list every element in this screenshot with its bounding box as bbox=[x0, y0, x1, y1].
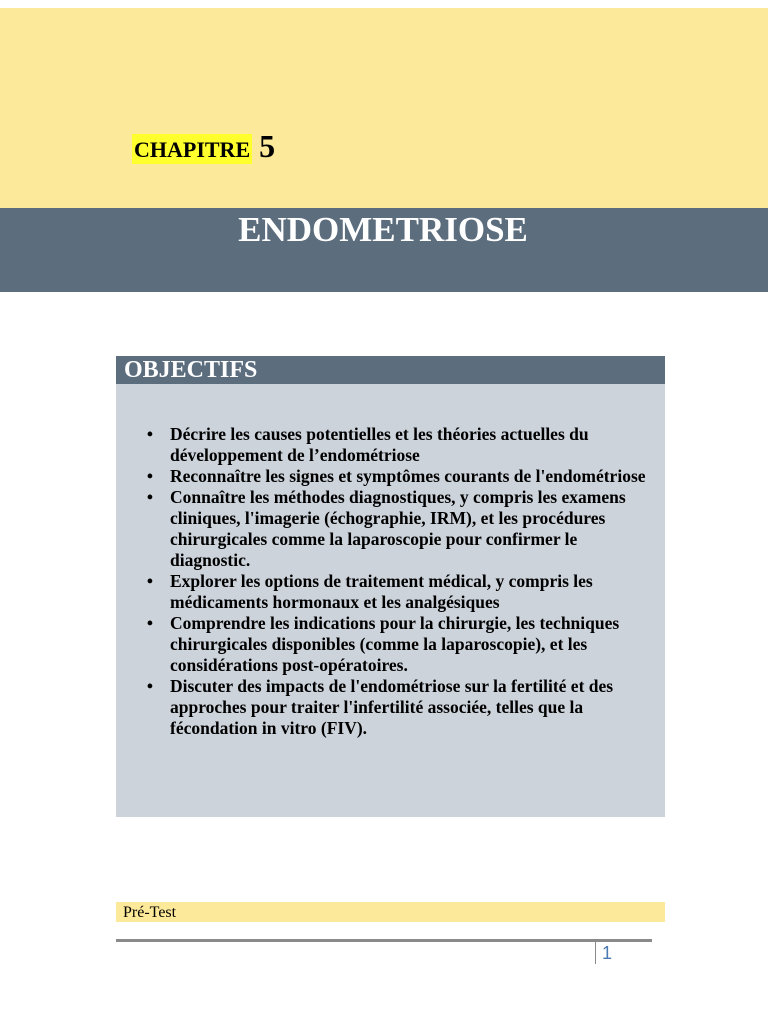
chapter-number: 5 bbox=[259, 128, 276, 164]
chapter-heading bbox=[132, 130, 275, 164]
page-number: 1 bbox=[602, 943, 613, 963]
footer-page-separator bbox=[595, 942, 596, 964]
objective-item bbox=[146, 487, 650, 571]
objective-item bbox=[146, 424, 650, 466]
objective-item bbox=[146, 466, 650, 487]
bullet-icon: • bbox=[146, 676, 154, 696]
objective-item bbox=[146, 676, 650, 739]
objective-item bbox=[146, 613, 650, 676]
chapter-header-band bbox=[0, 8, 768, 208]
footer-divider bbox=[116, 939, 652, 942]
objective-text: Reconnaître les signes et symptômes courants de l'endométriose bbox=[170, 466, 646, 486]
bullet-icon: • bbox=[146, 571, 154, 591]
objective-item bbox=[146, 571, 650, 613]
objective-text: Connaître les méthodes diagnostiques, y compris les examens cliniques, l'imagerie (échographie, IRM), et les procédures chirurgicales comme la laparoscopie pour confirmer le diagnostic. bbox=[170, 487, 626, 570]
bullet-icon: • bbox=[146, 613, 154, 633]
objective-text: Comprendre les indications pour la chirurgie, les techniques chirurgicales disponibles (comme la laparoscopie), et les considérations post-opératoires. bbox=[170, 613, 620, 675]
bullet-icon: • bbox=[146, 487, 154, 507]
pretest-bar bbox=[116, 902, 665, 922]
bullet-icon: • bbox=[146, 424, 154, 444]
chapter-label: CHAPITRE bbox=[132, 134, 252, 164]
bullet-icon: • bbox=[146, 466, 154, 486]
objective-text: Explorer les options de traitement médical, y compris les médicaments hormonaux et les analgésiques bbox=[170, 571, 593, 612]
pretest-label: Pré-Test bbox=[123, 904, 177, 921]
objectives-heading: OBJECTIFS bbox=[124, 357, 258, 383]
chapter-title: ENDOMETRIOSE bbox=[238, 210, 528, 249]
objectives-list bbox=[146, 424, 650, 739]
objective-text: Discuter des impacts de l'endométriose sur la fertilité et des approches pour traiter l'infertilité associée, telles que la fécondation in vitro (FIV). bbox=[170, 676, 614, 738]
objective-text: Décrire les causes potentielles et les théories actuelles du développement de l’endométriose bbox=[170, 424, 589, 465]
